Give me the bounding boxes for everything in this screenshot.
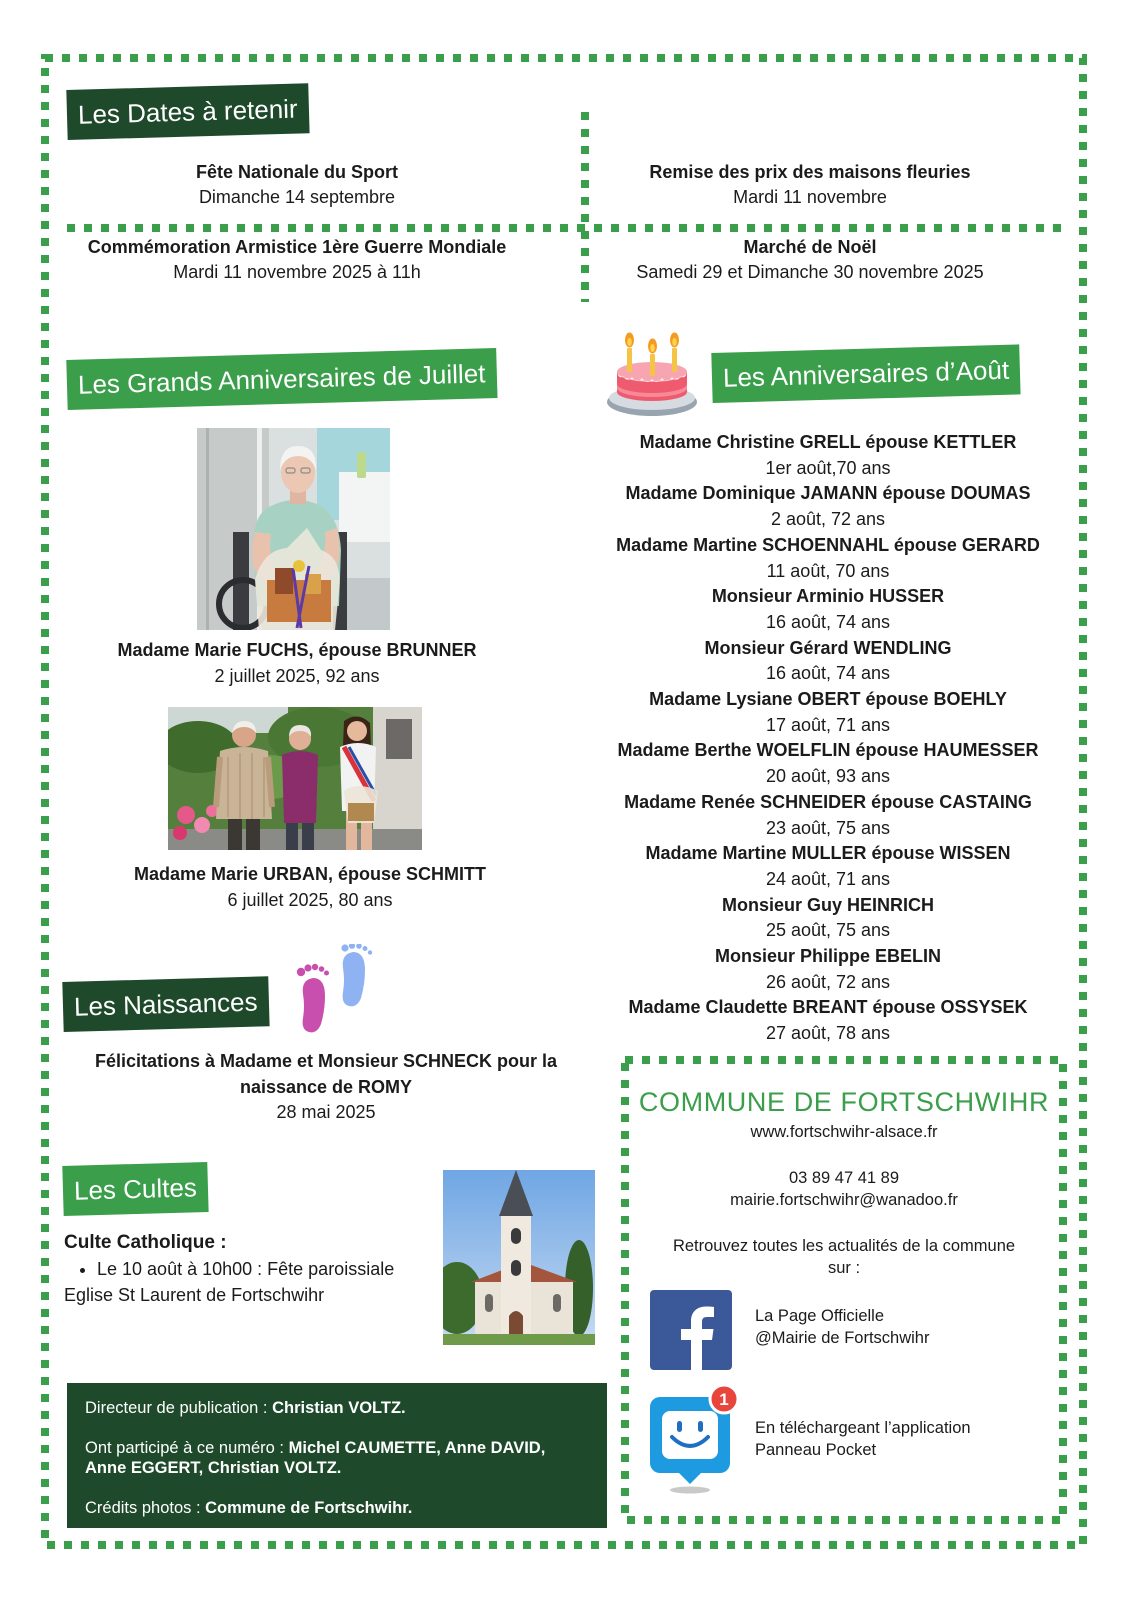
event-maisons-fleuries: [590, 160, 1030, 210]
photos-label: Crédits photos :: [85, 1499, 206, 1517]
facebook-text: [755, 1305, 929, 1349]
person-name: Madame Marie URBAN, épouse SCHMITT: [133, 864, 487, 884]
person-name: Monsieur Philippe EBELIN: [714, 946, 942, 967]
photos-credit: Commune de Fortschwihr.: [205, 1499, 413, 1517]
event-name: Fête Nationale du Sport: [195, 162, 399, 182]
director-label: Directeur de publication :: [85, 1399, 273, 1417]
app-text: [755, 1417, 971, 1461]
photo-eglise-st-laurent: [443, 1170, 595, 1345]
credits-box: [67, 1383, 607, 1528]
person-detail: 11 août, 70 ans: [766, 560, 890, 581]
births-section-title: Les Naissances: [62, 976, 269, 1032]
commune-phone: 03 89 47 41 89: [788, 1169, 900, 1187]
follow-line-2: sur :: [827, 1259, 861, 1277]
event-sport: [67, 160, 527, 210]
contributors-line-1: Michel CAUMETTE, Anne DAVID,: [288, 1439, 546, 1457]
person-detail: 16 août, 74 ans: [765, 663, 891, 684]
event-armistice: [67, 235, 527, 285]
worship-section-title: Les Cultes: [62, 1162, 208, 1216]
commune-name: COMMUNE DE FORTSCHWIHR: [638, 1087, 1050, 1117]
births-text: [67, 1049, 585, 1126]
director-name: Christian VOLTZ.: [272, 1399, 406, 1417]
person-detail: 23 août, 75 ans: [765, 817, 891, 838]
credits-photos: [85, 1498, 589, 1518]
event-date: Dimanche 14 septembre: [198, 187, 396, 207]
event-name: Marché de Noël: [743, 237, 877, 257]
person-name: Madame Lysiane OBERT épouse BOEHLY: [649, 689, 1007, 710]
facebook-line-1: La Page Officielle: [755, 1307, 885, 1325]
person-detail: 24 août, 71 ans: [765, 868, 891, 889]
person-name: Madame Renée SCHNEIDER épouse CASTAING: [624, 791, 1032, 812]
dates-section-title: Les Dates à retenir: [66, 83, 309, 140]
person-detail: 25 août, 75 ans: [765, 920, 891, 941]
person-detail: 17 août, 71 ans: [765, 714, 891, 735]
person-name: Madame Berthe WOELFLIN épouse HAUMESSER: [617, 740, 1039, 761]
births-date: 28 mai 2025: [276, 1102, 376, 1122]
person-name: Madame Dominique JAMANN épouse DOUMAS: [625, 483, 1031, 504]
worship-place: Eglise St Laurent de Fortschwihr: [64, 1285, 325, 1305]
person-detail: 27 août, 78 ans: [765, 1023, 891, 1044]
person-name: Monsieur Guy HEINRICH: [721, 894, 935, 915]
contributors-label: Ont participé à ce numéro :: [85, 1439, 289, 1457]
panneau-pocket-icon[interactable]: [650, 1383, 742, 1495]
credits-contributors: [85, 1438, 589, 1478]
person-name: Madame Claudette BREANT épouse OSSYSEK: [628, 997, 1028, 1018]
person-name: Madame Christine GRELL épouse KETTLER: [639, 432, 1017, 452]
photo-marie-urban: [168, 707, 422, 850]
person-detail: 20 août, 93 ans: [765, 766, 891, 787]
august-birthday-list: [600, 430, 1056, 1047]
person-name: Madame Martine SCHOENNAHL épouse GERARD: [616, 534, 1040, 555]
person-detail: 26 août, 72 ans: [765, 971, 891, 992]
app-line-1: En téléchargeant l’application: [755, 1419, 971, 1437]
july-section-title: Les Grands Anniversaires de Juillet: [66, 348, 497, 410]
contributors-line-2: Anne EGGERT, Christian VOLTZ.: [85, 1459, 342, 1477]
birthday-cake-icon: [605, 326, 700, 421]
worship-item: • Le 10 août à 10h00 : Fête paroissiale: [97, 1256, 424, 1282]
commune-follow-text: [625, 1235, 1063, 1279]
event-name: Remise des prix des maisons fleuries: [649, 162, 971, 182]
person-name: Monsieur Arminio HUSSER: [711, 586, 945, 607]
person-detail: 6 juillet 2025, 80 ans: [227, 890, 393, 910]
event-name: Commémoration Armistice 1ère Guerre Mondiale: [87, 237, 507, 257]
app-badge-count: 1: [719, 1390, 729, 1409]
person-name: Madame Marie FUCHS, épouse BRUNNER: [117, 640, 477, 660]
app-line-2: Panneau Pocket: [755, 1441, 877, 1459]
worship-heading: Culte Catholique :: [64, 1232, 227, 1253]
credits-director: [85, 1398, 589, 1418]
commune-email[interactable]: mairie.fortschwihr@wanadoo.fr: [730, 1191, 958, 1209]
person-detail: 2 juillet 2025, 92 ans: [214, 666, 380, 686]
event-date: Samedi 29 et Dimanche 30 novembre 2025: [636, 262, 984, 282]
births-line-1: Félicitations à Madame et Monsieur SCHNECK pour la: [94, 1051, 558, 1071]
worship-text: [64, 1230, 424, 1308]
person-name: Madame Martine MULLER épouse WISSEN: [645, 843, 1011, 864]
july-person-1: [67, 637, 527, 689]
event-date: Mardi 11 novembre: [733, 187, 887, 207]
facebook-line-2: @Mairie de Fortschwihr: [755, 1329, 930, 1347]
event-date: Mardi 11 novembre 2025 à 11h: [173, 262, 421, 282]
person-detail: 16 août, 74 ans: [765, 611, 891, 632]
photo-marie-fuchs: [197, 428, 390, 630]
follow-line-1: Retrouvez toutes les actualités de la commune: [672, 1237, 1016, 1255]
baby-feet-icon: [295, 944, 380, 1036]
births-line-2: naissance de ROMY: [239, 1076, 413, 1097]
august-section-title: Les Anniversaires d’Août: [711, 344, 1020, 403]
person-name: Monsieur Gérard WENDLING: [704, 637, 952, 658]
person-detail: 1er août,70 ans: [765, 457, 891, 478]
july-person-2: [80, 861, 540, 913]
worship-list: [64, 1256, 424, 1282]
commune-website[interactable]: www.fortschwihr-alsace.fr: [750, 1123, 938, 1141]
person-detail: 2 août, 72 ans: [770, 509, 886, 530]
facebook-icon[interactable]: [650, 1290, 732, 1370]
event-marche-noel: [590, 235, 1030, 285]
